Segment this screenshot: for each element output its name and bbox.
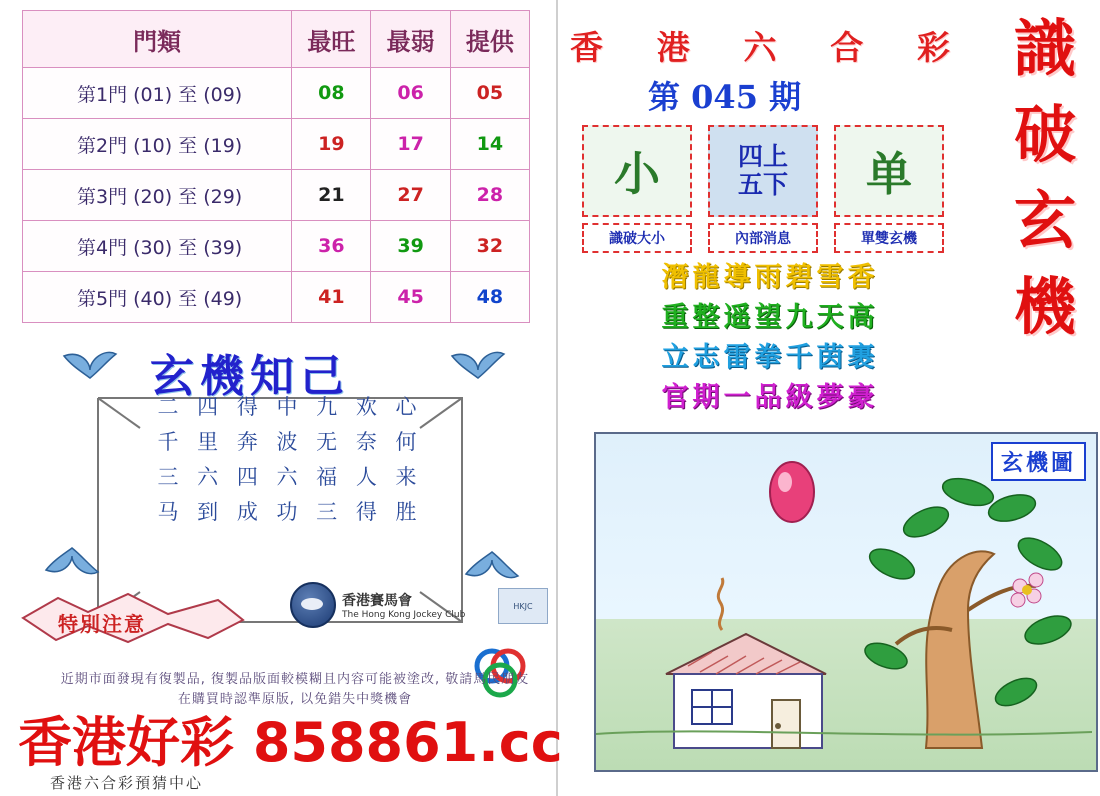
poem-line: 千 里 奔 波 无 奈 何 [157, 430, 423, 454]
cell-provide: 32 [450, 221, 529, 272]
watermark [18, 700, 563, 777]
poem-line: 二 四 得 中 九 欢 心 [157, 395, 423, 419]
jockey-name-en: The Hong Kong Jockey Club [342, 610, 466, 620]
brand-char: 港 [656, 28, 690, 67]
bird-icon [60, 348, 112, 388]
table-row [23, 119, 530, 170]
gate-table-wrap [22, 10, 530, 323]
jockey-emblem-icon [290, 582, 336, 628]
poem-line: 三 六 四 六 福 人 来 [157, 465, 423, 489]
poem-block [150, 390, 430, 530]
row-label: 第2門 (10) 至 (19) [23, 119, 292, 170]
table-body [23, 68, 530, 323]
box-size-caption: 識破大小 [582, 223, 692, 253]
table-row [23, 68, 530, 119]
bird-icon [42, 532, 94, 572]
cell-weakest: 17 [371, 119, 450, 170]
watermark-subtitle: 香港六合彩預猜中心 [50, 774, 204, 792]
verse-line: 立志雷拳千茵裹 [661, 342, 879, 373]
cell-weakest: 39 [371, 221, 450, 272]
cell-strongest: 21 [292, 170, 371, 221]
row-label: 第3門 (20) 至 (29) [23, 170, 292, 221]
vertical-title-char: 玄 [1013, 184, 1076, 257]
brand-char: 彩 [917, 28, 950, 67]
verse-block [580, 258, 960, 418]
poem-line: 马 到 成 功 三 得 胜 [157, 500, 423, 524]
issue-prefix: 第 [648, 78, 681, 116]
brand-char: 合 [830, 28, 864, 67]
cell-provide: 05 [450, 68, 529, 119]
bird-icon [462, 536, 514, 576]
cell-weakest: 45 [371, 272, 450, 323]
oracle-art-block [0, 320, 556, 720]
col-header-weakest: 最弱 [371, 11, 450, 68]
col-header-provide: 提供 [450, 11, 529, 68]
box-size-value: 小 [614, 147, 660, 201]
issue-suffix: 期 [769, 78, 802, 116]
brand-title [570, 22, 950, 69]
issue-number: 045 [691, 78, 758, 116]
watermark-domain: 858861.cc [252, 711, 563, 774]
cell-weakest: 06 [371, 68, 450, 119]
box-insider-caption: 內部消息 [708, 223, 818, 253]
picture-label: 玄機圖 [991, 442, 1086, 481]
box-insider [708, 125, 818, 253]
box-oddeven-caption: 單雙玄機 [834, 223, 944, 253]
box-insider-top: 四上 [737, 142, 788, 171]
box-oddeven [834, 125, 944, 253]
table-row [23, 221, 530, 272]
box-oddeven-value: 单 [866, 147, 912, 201]
cell-strongest: 41 [292, 272, 371, 323]
cell-strongest: 36 [292, 221, 371, 272]
jockey-badge: HKJC [498, 588, 548, 624]
box-size [582, 125, 692, 253]
verse-line: 重整遥望九天高 [661, 302, 879, 333]
jockey-name-cn: 香港賽馬會 [342, 593, 412, 609]
box-size-inner [582, 125, 692, 217]
issue-line [648, 72, 801, 118]
oracle-picture [594, 432, 1098, 772]
row-label: 第4門 (30) 至 (39) [23, 221, 292, 272]
table-row [23, 272, 530, 323]
right-panel [556, 0, 1100, 796]
disclaimer-text: 近期市面發現有復製品, 復製品版面較模糊且内容可能被塗改, 敬請馬民朋友在購買時認準原版, 以免錯失中獎機會 [60, 672, 530, 707]
cell-provide: 28 [450, 170, 529, 221]
cell-provide: 48 [450, 272, 529, 323]
table-header-row [23, 11, 530, 68]
brand-char: 香 [570, 28, 603, 67]
vertical-title [992, 6, 1098, 350]
col-header-category: 門類 [23, 11, 292, 68]
special-note-text: 特別注意 [58, 612, 146, 636]
vertical-title-char: 機 [1013, 270, 1076, 343]
vertical-title-char: 破 [1013, 98, 1076, 171]
table-row [23, 170, 530, 221]
art-title: 玄機知己 [150, 351, 350, 402]
verse-line: 潛龍導雨碧雪香 [661, 262, 879, 293]
watermark-cn: 香港好彩 [18, 711, 234, 774]
row-label: 第1門 (01) 至 (09) [23, 68, 292, 119]
bird-icon [448, 348, 500, 388]
cell-strongest: 19 [292, 119, 371, 170]
gate-table [22, 10, 530, 323]
cell-provide: 14 [450, 119, 529, 170]
row-label: 第5門 (40) 至 (49) [23, 272, 292, 323]
cell-weakest: 27 [371, 170, 450, 221]
prediction-boxes [582, 125, 954, 253]
vertical-title-char: 識 [1013, 12, 1076, 85]
col-header-strongest: 最旺 [292, 11, 371, 68]
box-insider-bottom: 五下 [737, 170, 788, 199]
box-insider-inner [708, 125, 818, 217]
box-oddeven-inner [834, 125, 944, 217]
verse-line: 官期一品級夢豪 [661, 382, 879, 413]
jockey-club-logo [290, 582, 465, 628]
picture-scene [596, 434, 1092, 766]
brand-char: 六 [743, 28, 777, 67]
cell-strongest: 08 [292, 68, 371, 119]
